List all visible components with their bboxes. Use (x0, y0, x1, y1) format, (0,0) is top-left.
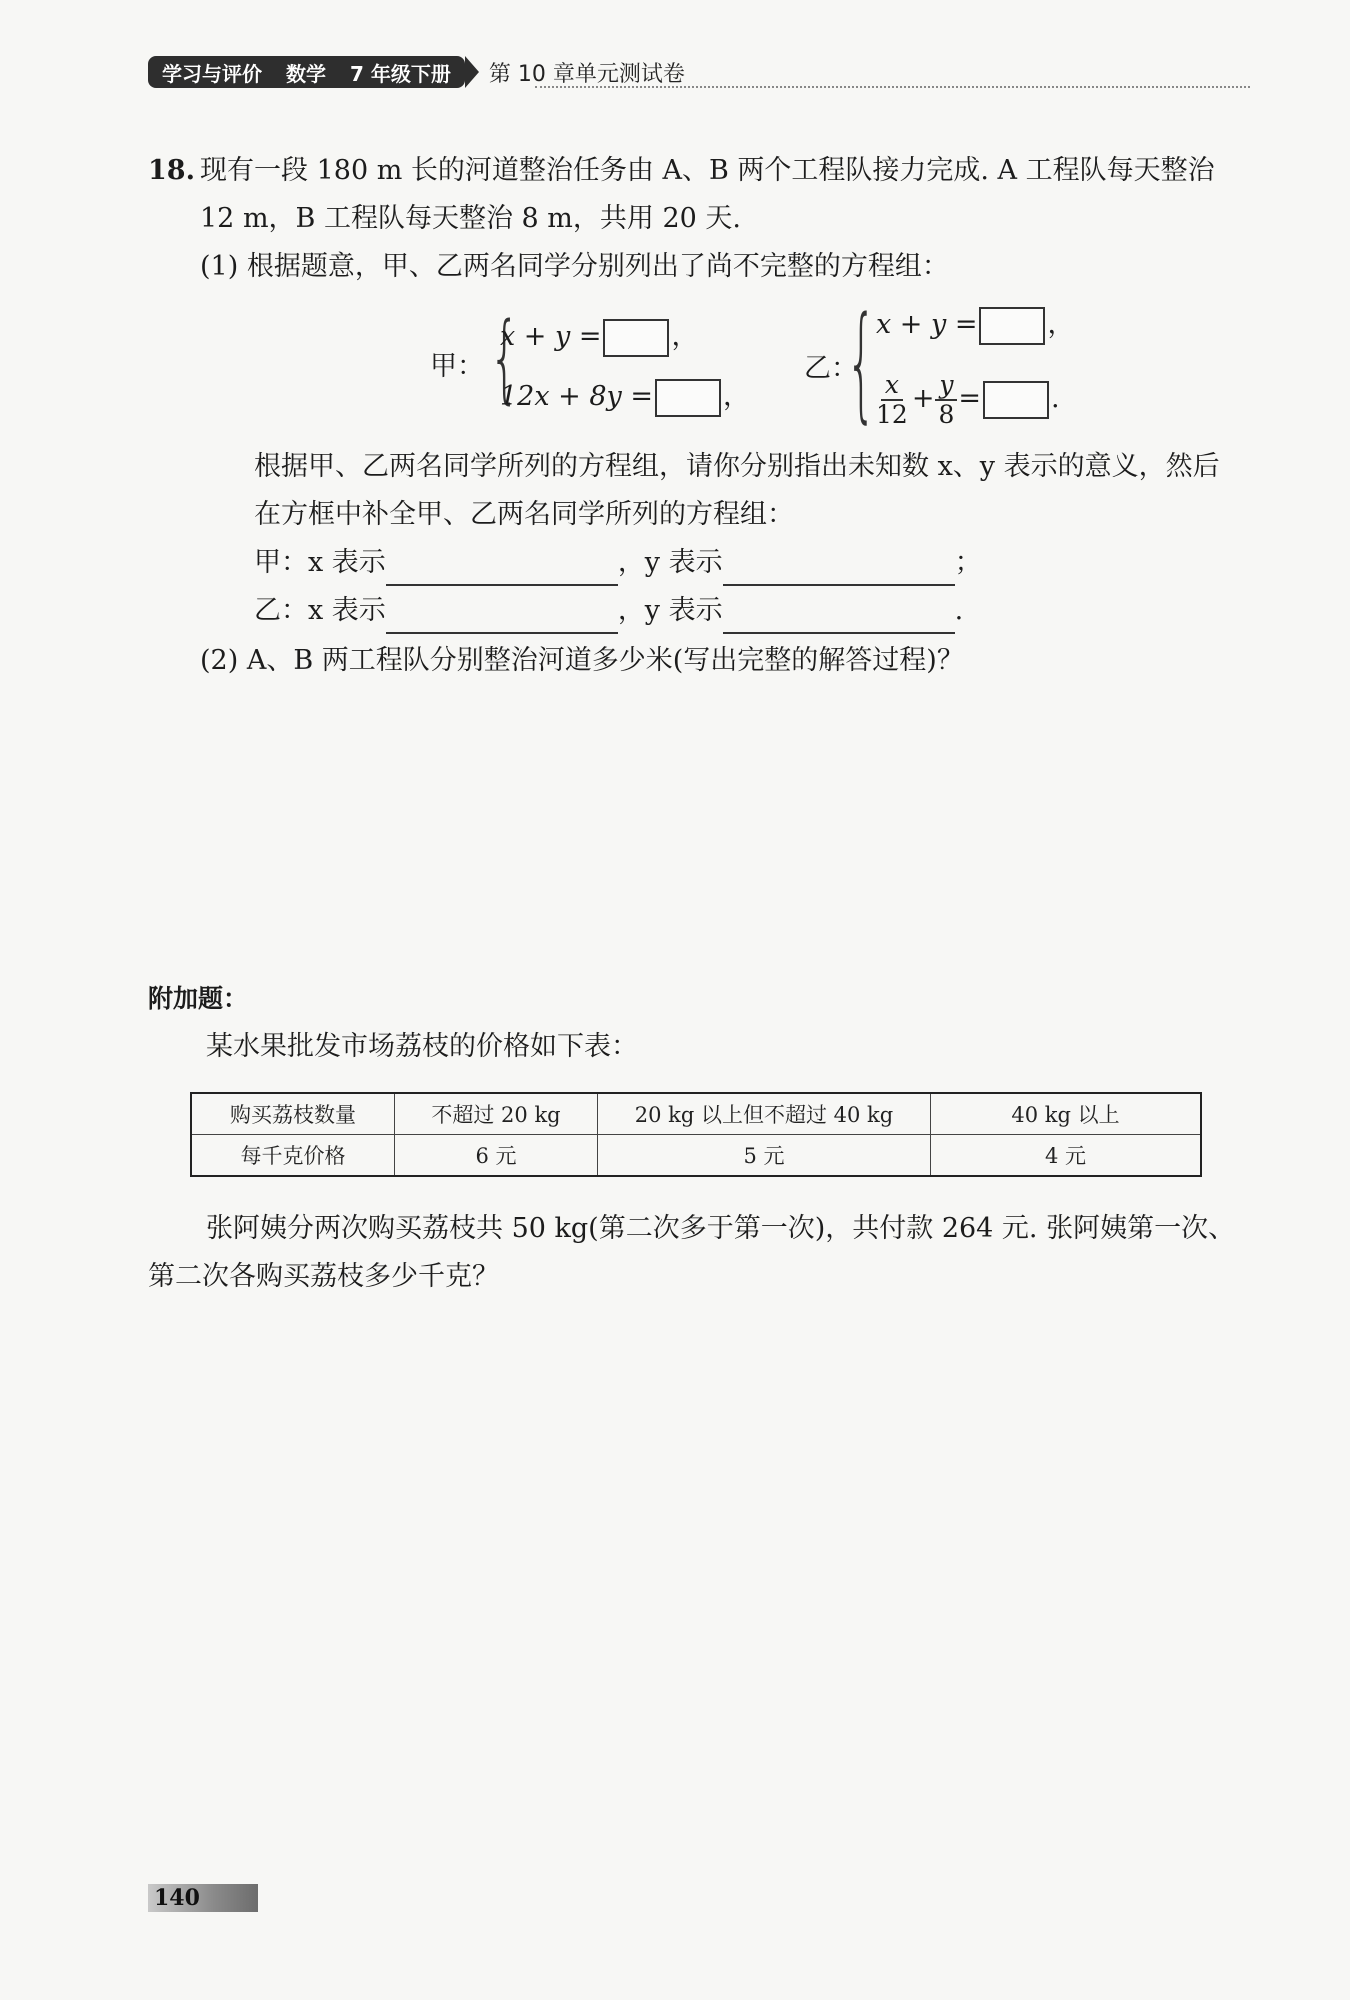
extra-question-line1: 张阿姨分两次购买荔枝共 50 kg(第二次多于第一次)，共付款 264 元. 张阿姨第一次、 (206, 1213, 1236, 1244)
answer-space[interactable] (148, 700, 1248, 960)
jia-answer-box-1[interactable] (603, 319, 669, 357)
table-cell: 20 kg 以上但不超过 40 kg (598, 1093, 931, 1135)
jia-label: 甲： (430, 351, 484, 382)
yi-x-blank[interactable] (386, 602, 618, 634)
chapter-title: 第 10 章单元测试卷 (488, 61, 685, 87)
table-row (191, 1093, 1201, 1135)
jia-brace: { (489, 302, 520, 414)
question-number: 18. (148, 155, 195, 186)
fill-row-jia: 甲：x 表示 ，y 表示 ； (254, 540, 982, 586)
series-title: 学习与评价 (162, 61, 262, 86)
extra-title: 附加题： (148, 984, 249, 1013)
instruction-line1: 根据甲、乙两名同学所列的方程组，请你分别指出未知数 x、y 表示的意义，然后 (254, 451, 1220, 482)
header-divider (535, 86, 1250, 88)
yi-equation-1: x + y = ， (876, 302, 1074, 348)
yi-y-blank[interactable] (723, 602, 955, 634)
grade-label: 7 年级下册 (350, 61, 451, 86)
jia-answer-box-2[interactable] (655, 379, 721, 417)
table-cell: 不超过 20 kg (395, 1093, 598, 1135)
part2-prompt: (2) A、B 两工程队分别整治河道多少米(写出完整的解答过程)？ (200, 645, 964, 676)
yi-answer-box-1[interactable] (979, 307, 1045, 345)
subject-label: 数学 (286, 61, 326, 86)
yi-label: 乙： (804, 353, 858, 384)
yi-fraction-2: $\frac{y}{8}$ (934, 371, 958, 429)
table-cell: 5 元 (598, 1135, 931, 1177)
jia-equation-2: 12x + 8y = ， (500, 374, 750, 420)
series-badge (148, 56, 465, 88)
table-cell: 每千克价格 (191, 1135, 395, 1177)
page-number-tab (148, 1884, 258, 1912)
table-cell: 6 元 (395, 1135, 598, 1177)
table-row (191, 1135, 1201, 1177)
part1-prompt: (1) 根据题意，甲、乙两名同学分别列出了尚不完整的方程组： (200, 251, 949, 282)
instruction-line2: 在方框中补全甲、乙两名同学所列的方程组： (254, 499, 794, 530)
yi-equation-2: $\frac{x}{12}$ + $\frac{y}{8}$ = . (872, 368, 1060, 430)
jia-y-blank[interactable] (723, 554, 955, 586)
yi-brace: { (846, 289, 877, 436)
header-arrow-icon (465, 56, 479, 88)
fill-row-yi: 乙：x 表示 ，y 表示 . (254, 588, 963, 634)
yi-answer-box-2[interactable] (983, 381, 1049, 419)
question-text-line1: 现有一段 180 m 长的河道整治任务由 A、B 两个工程队接力完成. A 工程队每天整治 (200, 155, 1215, 186)
answer-space[interactable] (148, 1320, 1248, 1840)
page-number: 140 (154, 1885, 200, 1911)
table-cell: 购买荔枝数量 (191, 1093, 395, 1135)
jia-x-blank[interactable] (386, 554, 618, 586)
extra-question-line2: 第二次各购买荔枝多少千克？ (148, 1261, 499, 1292)
yi-fraction-1: $\frac{x}{12}$ (876, 369, 908, 429)
page-header (148, 56, 685, 88)
question-text-line2: 12 m，B 工程队每天整治 8 m，共用 20 天. (200, 203, 742, 234)
table-cell: 4 元 (931, 1135, 1202, 1177)
jia-equation-1: x + y = ， (500, 314, 698, 360)
table-cell: 40 kg 以上 (931, 1093, 1202, 1135)
extra-intro: 某水果批发市场荔枝的价格如下表： (206, 1031, 638, 1062)
price-table (190, 1092, 1202, 1177)
